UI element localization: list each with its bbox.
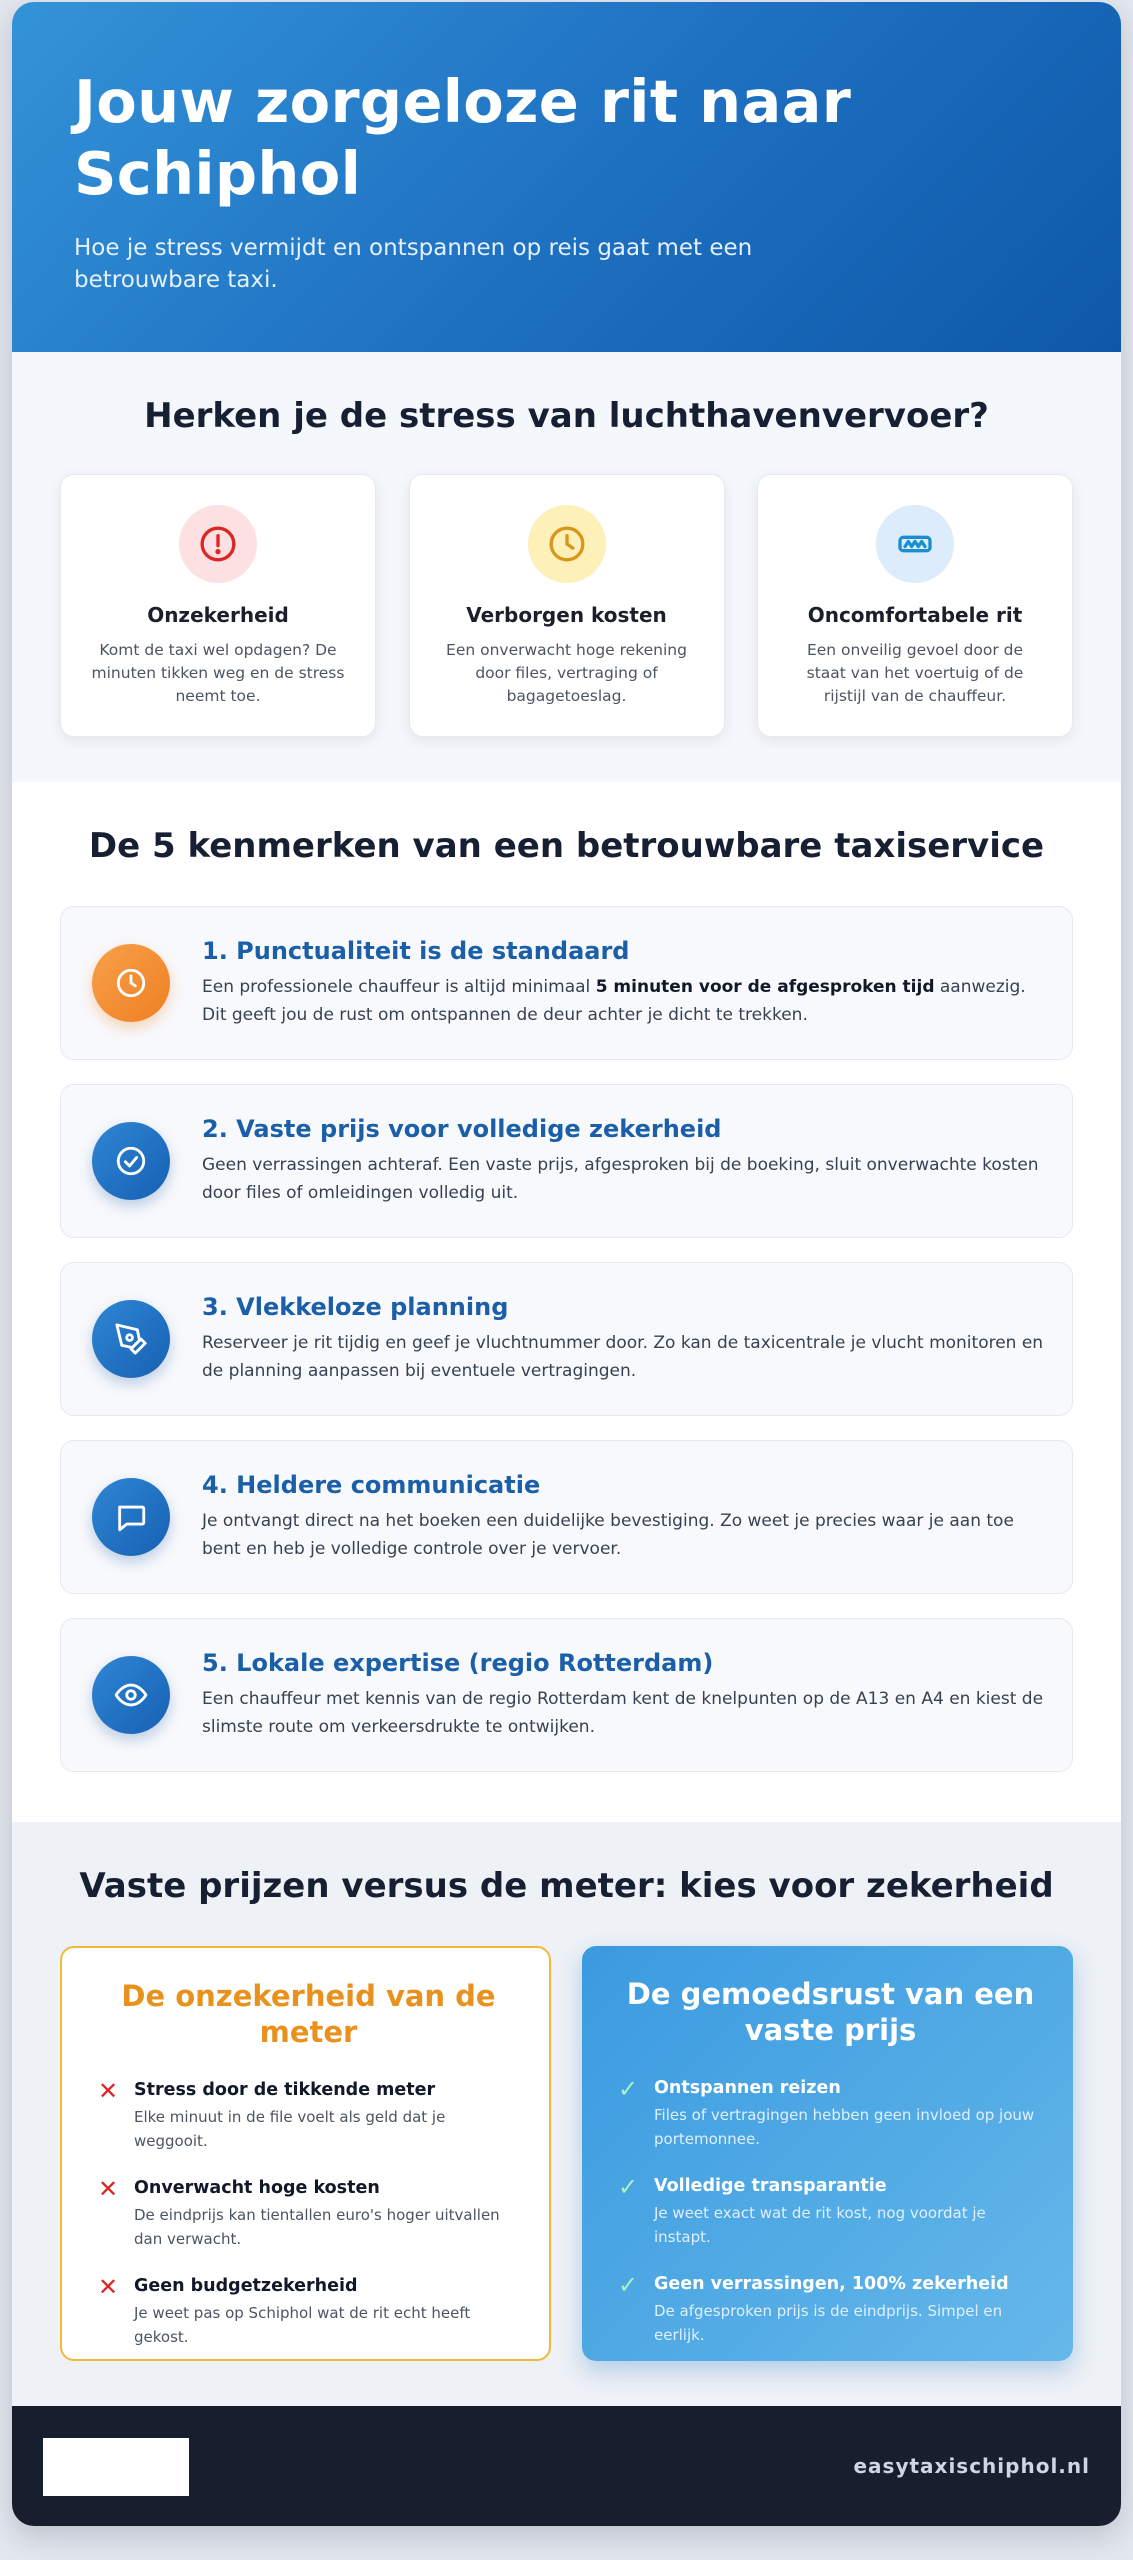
feature-title: 3. Vlekkeloze planning [202,1293,509,1321]
list-item [618,2272,1043,2347]
list-item-title: Geen budgetzekerheid [134,2276,358,2296]
feature-title: 2. Vaste prijs voor volledige zekerheid [202,1115,722,1143]
feature-title: 5. Lokale expertise (regio Rotterdam) [202,1649,714,1677]
pen-tool-icon [92,1300,170,1378]
meter-box-title: De onzekerheid van de meter [121,1979,496,2049]
cross-icon: ✕ [98,2273,119,2301]
clock-icon [92,944,170,1022]
stress-card-hidden-costs [409,474,725,737]
hero-banner [12,2,1121,352]
check-icon: ✓ [618,2173,639,2201]
list-item-text: Files of vertragingen hebben geen invloed op jouw portemonnee. [654,2106,1035,2148]
list-item-text: Elke minuut in de file voelt als geld dat je weggooit. [134,2108,446,2150]
features-section-title: De 5 kenmerken van een betrouwbare taxiservice [88,826,1045,866]
list-item-text: Je weet exact wat de rit kost, nog voordat je instapt. [654,2204,986,2246]
list-item-title: Volledige transparantie [654,2176,887,2196]
feature-text: Een professionele chauffeur is altijd minimaal 5 minuten voor de afgesproken tijd aanwezig. Dit geeft jou de rust om ontspannen de deur achter je dicht te trekken. [202,977,1026,1025]
cross-icon: ✕ [98,2175,119,2203]
stress-card-title: Onzekerheid [147,603,289,627]
feature-text: Reserveer je rit tijdig en geef je vluchtnummer door. Zo kan de taxicentrale je vlucht monitoren en de planning aanpassen bij eventuele vertragingen. [202,1333,1044,1381]
footer [12,2406,1121,2526]
fixed-price-box-title: De gemoedsrust van een vaste prijs [626,1977,1035,2047]
list-item [98,2274,519,2349]
stress-card-uncertainty [60,474,376,737]
compare-boxes [12,1946,1121,2361]
infographic-page [12,2,1121,2526]
compare-section [12,1822,1121,2412]
list-item [98,2176,519,2251]
feature-communication [60,1440,1073,1594]
car-seat-icon [876,505,954,583]
list-item [98,2078,519,2153]
stress-cards [12,474,1121,737]
stress-card-text: Een onverwacht hoge rekening door files, vertraging of bagagetoeslag. [446,641,687,705]
stress-section-title: Herken je de stress van luchthavenvervoer? [144,396,989,436]
feature-planning [60,1262,1073,1416]
meter-box [60,1946,551,2361]
logo[interactable] [43,2438,189,2496]
feature-title: 1. Punctualiteit is de standaard [202,937,630,965]
list-item-text: De eindprijs kan tientallen euro's hoger uitvallen dan verwacht. [134,2206,500,2248]
stress-card-text: Komt de taxi wel opdagen? De minuten tikken weg en de stress neemt toe. [91,641,345,705]
feature-text: Een chauffeur met kennis van de regio Rotterdam kent de knelpunten op de A13 en A4 en kiest de slimste route om verkeersdrukte te ontwijken. [202,1689,1044,1737]
chat-bubble-icon [92,1478,170,1556]
feature-fixed-price [60,1084,1073,1238]
stress-card-uncomfortable-ride [757,474,1073,737]
check-icon: ✓ [618,2075,639,2103]
feature-text: Geen verrassingen achteraf. Een vaste prijs, afgesproken bij de boeking, sluit onverwachte kosten door files of omleidingen volledig uit. [202,1155,1039,1203]
features-section [12,782,1121,1822]
stress-section [12,352,1121,782]
compare-section-title: Vaste prijzen versus de meter: kies voor zekerheid [79,1866,1054,1906]
list-item-text: Je weet pas op Schiphol wat de rit echt heeft gekost. [134,2304,471,2346]
footer-domain-link[interactable]: easytaxischiphol.nl [853,2454,1090,2478]
list-item [618,2076,1043,2151]
cross-icon: ✕ [98,2077,119,2105]
feature-title: 4. Heldere communicatie [202,1471,541,1499]
list-item-title: Stress door de tikkende meter [134,2080,436,2100]
feature-list [12,906,1121,1772]
stress-card-title: Verborgen kosten [466,603,667,627]
feature-text: Je ontvangt direct na het boeken een duidelijke bevestiging. Zo weet je precies waar je aan toe bent en heb je volledige controle over je vervoer. [202,1511,1014,1559]
fixed-price-box [582,1946,1073,2361]
hero-title: Jouw zorgeloze rit naar Schiphol [74,67,852,208]
alert-circle-icon [179,505,257,583]
list-item-title: Ontspannen reizen [654,2078,841,2098]
list-item [618,2174,1043,2249]
stress-card-title: Oncomfortabele rit [807,603,1023,627]
clock-icon [528,505,606,583]
hero-subtitle: Hoe je stress vermijdt en ontspannen op reis gaat met een betrouwbare taxi. [74,235,753,293]
list-item-title: Onverwacht hoge kosten [134,2178,380,2198]
check-circle-icon [92,1122,170,1200]
list-item-title: Geen verrassingen, 100% zekerheid [654,2274,1009,2294]
eye-icon [92,1656,170,1734]
feature-local-expertise [60,1618,1073,1772]
check-icon: ✓ [618,2271,639,2299]
stress-card-text: Een onveilig gevoel door de staat van het voertuig of de rijstijl van de chauffeur. [806,641,1024,705]
list-item-text: De afgesproken prijs is de eindprijs. Simpel en eerlijk. [654,2302,1003,2344]
feature-punctuality [60,906,1073,1060]
